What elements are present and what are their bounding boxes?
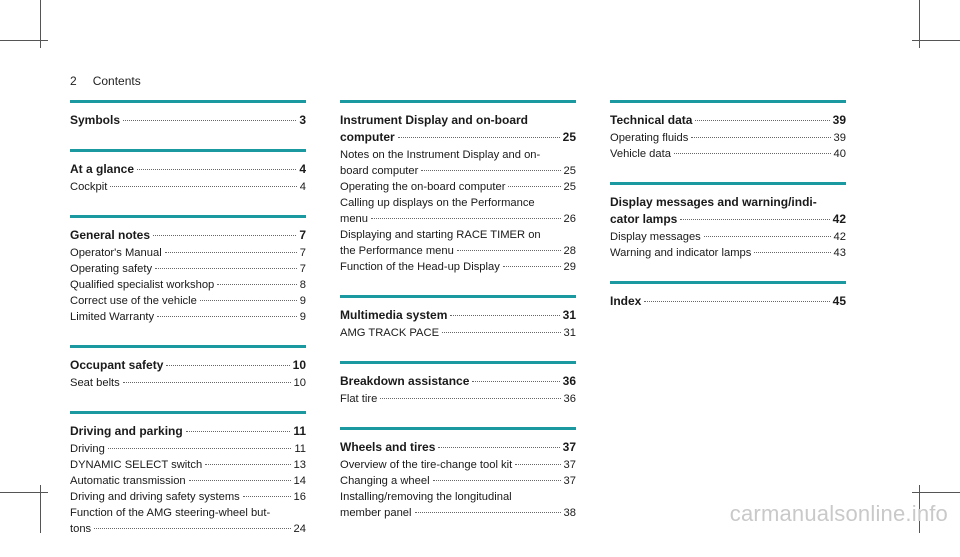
toc-entry-text: Operator's Manual — [70, 247, 162, 259]
section-divider — [610, 281, 846, 284]
toc-entry-line[interactable]: Notes on the Instrument Display and on- — [340, 149, 541, 161]
dot-leader — [380, 398, 560, 399]
section-divider — [70, 100, 306, 103]
toc-entry[interactable] — [340, 179, 576, 195]
toc-heading-text: General notes — [70, 228, 151, 242]
dot-leader — [680, 219, 829, 220]
toc-entry-page: 11 — [294, 443, 306, 455]
toc-heading[interactable] — [70, 161, 306, 178]
dot-leader — [155, 268, 297, 269]
dot-leader — [157, 316, 297, 317]
toc-entry-page: 26 — [563, 213, 576, 225]
toc-heading[interactable] — [70, 112, 306, 129]
watermark: carmanualsonline.info — [729, 501, 948, 526]
toc-entry-page: 36 — [563, 393, 576, 405]
dot-leader — [217, 284, 297, 285]
dot-leader — [110, 186, 296, 187]
toc-heading-page: 25 — [562, 130, 576, 144]
dot-leader — [166, 365, 289, 366]
dot-leader — [433, 480, 561, 481]
toc-entry-page: 43 — [833, 247, 846, 259]
toc-entry-line[interactable]: Calling up displays on the Performance — [340, 197, 535, 209]
toc-entry-text: Cockpit — [70, 181, 108, 193]
toc-entry[interactable] — [70, 245, 306, 261]
toc-entry[interactable] — [340, 391, 576, 407]
toc-entry-page: 4 — [299, 181, 306, 193]
toc-heading[interactable] — [70, 357, 306, 374]
toc-entry-text: tons — [70, 523, 92, 535]
dot-leader — [515, 464, 560, 465]
page-number: 2 — [70, 74, 77, 88]
toc-entry[interactable] — [340, 163, 576, 179]
dot-leader — [243, 496, 291, 497]
toc-section — [340, 427, 576, 521]
toc-entry-text: Qualified specialist workshop — [70, 279, 215, 291]
toc-section — [340, 100, 576, 275]
dot-leader — [108, 448, 292, 449]
toc-entry-page: 42 — [833, 231, 846, 243]
toc-heading-text: Occupant safety — [70, 358, 164, 372]
dot-leader — [371, 218, 561, 219]
toc-entry[interactable] — [340, 211, 576, 227]
toc-heading-text: computer — [340, 130, 395, 144]
section-title-line: Instrument Display and on-board — [340, 113, 529, 127]
dot-leader — [508, 186, 560, 187]
dot-leader — [674, 153, 831, 154]
toc-entry-text: Operating the on-board computer — [340, 181, 506, 193]
toc-entry-text: board computer — [340, 165, 419, 177]
toc-entry-page: 37 — [563, 475, 576, 487]
toc-heading-text: Symbols — [70, 113, 121, 127]
toc-entry-text: Correct use of the vehicle — [70, 295, 197, 307]
section-divider — [340, 361, 576, 364]
toc-heading-page: 31 — [562, 308, 576, 322]
toc-heading-text: cator lamps — [610, 212, 678, 226]
toc-entry-text: Flat tire — [340, 393, 378, 405]
section-divider — [340, 295, 576, 298]
toc-entry[interactable] — [70, 521, 306, 537]
toc-heading-page: 37 — [562, 440, 576, 454]
toc-heading-text: Multimedia system — [340, 308, 448, 322]
crop-mark — [912, 492, 960, 493]
toc-heading-text: Wheels and tires — [340, 440, 436, 454]
toc-entry[interactable] — [70, 179, 306, 195]
toc-entry[interactable] — [70, 375, 306, 391]
dot-leader — [415, 512, 561, 513]
toc-heading[interactable] — [610, 211, 846, 228]
dot-leader — [137, 169, 296, 170]
toc-entry-text: Changing a wheel — [340, 475, 430, 487]
toc-entry[interactable] — [70, 293, 306, 309]
toc-entry-page: 24 — [293, 523, 306, 535]
toc-entry-text: Vehicle data — [610, 148, 671, 160]
dot-leader — [421, 170, 560, 171]
crop-mark — [912, 40, 960, 41]
toc-entry[interactable] — [340, 473, 576, 489]
toc-entry[interactable] — [610, 130, 846, 146]
toc-entry-page: 9 — [299, 311, 306, 323]
toc-heading-page: 3 — [299, 113, 306, 127]
toc-entry-text: the Performance menu — [340, 245, 454, 257]
dot-leader — [123, 120, 296, 121]
toc-entry-text: Display messages — [610, 231, 701, 243]
dot-leader — [754, 252, 830, 253]
toc-entry[interactable] — [70, 309, 306, 325]
dot-leader — [457, 250, 561, 251]
toc-heading-page: 45 — [832, 294, 846, 308]
dot-leader — [186, 431, 291, 432]
toc-entry-page: 25 — [563, 181, 576, 193]
toc-heading-page: 7 — [299, 228, 306, 242]
toc-entry-page: 29 — [563, 261, 576, 273]
toc-entry-text: Automatic transmission — [70, 475, 186, 487]
section-divider — [610, 100, 846, 103]
toc-heading-text: At a glance — [70, 162, 135, 176]
toc-entry-page: 14 — [293, 475, 306, 487]
toc-entry-text: Limited Warranty — [70, 311, 155, 323]
toc-entry[interactable] — [340, 325, 576, 341]
toc-heading-page: 42 — [832, 212, 846, 226]
toc-section — [70, 100, 306, 129]
toc-entry-page: 39 — [833, 132, 846, 144]
toc-heading[interactable] — [340, 307, 576, 324]
toc-entry-page: 10 — [293, 377, 306, 389]
toc-entry-text: Operating safety — [70, 263, 153, 275]
dot-leader — [153, 235, 296, 236]
toc-heading-page: 4 — [299, 162, 306, 176]
dot-leader — [695, 120, 829, 121]
toc-entry-text: Operating fluids — [610, 132, 689, 144]
dot-leader — [450, 315, 559, 316]
toc-section — [340, 295, 576, 341]
toc-entry-text: Driving — [70, 443, 105, 455]
section-divider — [70, 215, 306, 218]
toc-entry-page: 25 — [563, 165, 576, 177]
section-divider — [70, 411, 306, 414]
toc-entry[interactable] — [70, 457, 306, 473]
toc-heading-page: 39 — [832, 113, 846, 127]
toc-entry-text: Overview of the tire-change tool kit — [340, 459, 513, 471]
toc-entry-page: 38 — [563, 507, 576, 519]
toc-section — [70, 345, 306, 391]
dot-leader — [442, 332, 560, 333]
toc-column-3 — [610, 100, 846, 330]
toc-heading[interactable] — [70, 423, 306, 440]
section-divider — [70, 149, 306, 152]
toc-entry-page: 9 — [299, 295, 306, 307]
toc-heading[interactable] — [340, 129, 576, 146]
toc-entry[interactable] — [610, 229, 846, 245]
dot-leader — [691, 137, 830, 138]
section-divider — [70, 345, 306, 348]
toc-entry-page: 28 — [563, 245, 576, 257]
toc-entry-text: Function of the Head-up Display — [340, 261, 500, 273]
toc-entry-line[interactable]: Function of the AMG steering-wheel but- — [70, 507, 271, 519]
dot-leader — [123, 382, 291, 383]
toc-heading-text: Technical data — [610, 113, 693, 127]
toc-section — [70, 215, 306, 325]
toc-heading[interactable] — [610, 112, 846, 129]
toc-section — [610, 281, 846, 310]
page-title: Contents — [92, 74, 141, 88]
toc-entry[interactable] — [70, 277, 306, 293]
toc-section — [610, 100, 846, 162]
toc-entry-page: 40 — [833, 148, 846, 160]
dot-leader — [438, 447, 559, 448]
toc-heading-page: 10 — [292, 358, 306, 372]
toc-section — [340, 361, 576, 407]
toc-entry[interactable] — [70, 261, 306, 277]
toc-entry-page: 13 — [293, 459, 306, 471]
toc-entry-text: Seat belts — [70, 377, 120, 389]
section-title-line: Display messages and warning/indi- — [610, 195, 817, 209]
toc-entry[interactable] — [340, 243, 576, 259]
toc-column-2 — [340, 100, 576, 541]
toc-entry[interactable] — [70, 441, 306, 457]
toc-entry-text: menu — [340, 213, 368, 225]
dot-leader — [472, 381, 559, 382]
toc-section — [70, 411, 306, 537]
toc-heading-text: Driving and parking — [70, 424, 183, 438]
toc-entry[interactable] — [340, 457, 576, 473]
toc-entry[interactable] — [70, 473, 306, 489]
toc-entry-page: 7 — [299, 263, 306, 275]
dot-leader — [644, 301, 829, 302]
toc-entry-line[interactable]: Displaying and starting RACE TIMER on — [340, 229, 541, 241]
crop-mark — [0, 40, 48, 41]
toc-heading[interactable] — [340, 439, 576, 456]
toc-entry-line[interactable]: Installing/removing the longitudinal — [340, 491, 512, 503]
toc-entry-text: Driving and driving safety systems — [70, 491, 240, 503]
dot-leader — [205, 464, 290, 465]
toc-entry-text: DYNAMIC SELECT switch — [70, 459, 203, 471]
toc-section — [610, 182, 846, 261]
toc-entry-text: AMG TRACK PACE — [340, 327, 440, 339]
toc-entry-page: 8 — [299, 279, 306, 291]
crop-mark — [0, 492, 48, 493]
toc-heading-page: 11 — [293, 424, 306, 438]
toc-entry-text: member panel — [340, 507, 412, 519]
toc-heading-text: Index — [610, 294, 642, 308]
toc-entry-text: Warning and indicator lamps — [610, 247, 752, 259]
page-header — [70, 74, 141, 88]
toc-entry-page: 16 — [293, 491, 306, 503]
toc-column-1 — [70, 100, 306, 557]
dot-leader — [704, 236, 831, 237]
toc-heading[interactable] — [340, 373, 576, 390]
toc-heading-text: Breakdown assistance — [340, 374, 470, 388]
toc-entry[interactable] — [340, 259, 576, 275]
toc-heading[interactable] — [70, 227, 306, 244]
dot-leader — [94, 528, 290, 529]
toc-section — [70, 149, 306, 195]
toc-entry[interactable] — [70, 489, 306, 505]
dot-leader — [503, 266, 561, 267]
section-divider — [340, 427, 576, 430]
dot-leader — [165, 252, 297, 253]
toc-entry[interactable] — [340, 505, 576, 521]
toc-entry-page: 31 — [563, 327, 576, 339]
toc-entry-page: 37 — [563, 459, 576, 471]
section-divider — [340, 100, 576, 103]
dot-leader — [200, 300, 297, 301]
toc-entry-page: 7 — [299, 247, 306, 259]
dot-leader — [398, 137, 560, 138]
toc-heading-page: 36 — [562, 374, 576, 388]
toc-heading[interactable] — [610, 293, 846, 310]
dot-leader — [189, 480, 291, 481]
toc-entry[interactable] — [610, 245, 846, 261]
toc-entry[interactable] — [610, 146, 846, 162]
section-divider — [610, 182, 846, 185]
